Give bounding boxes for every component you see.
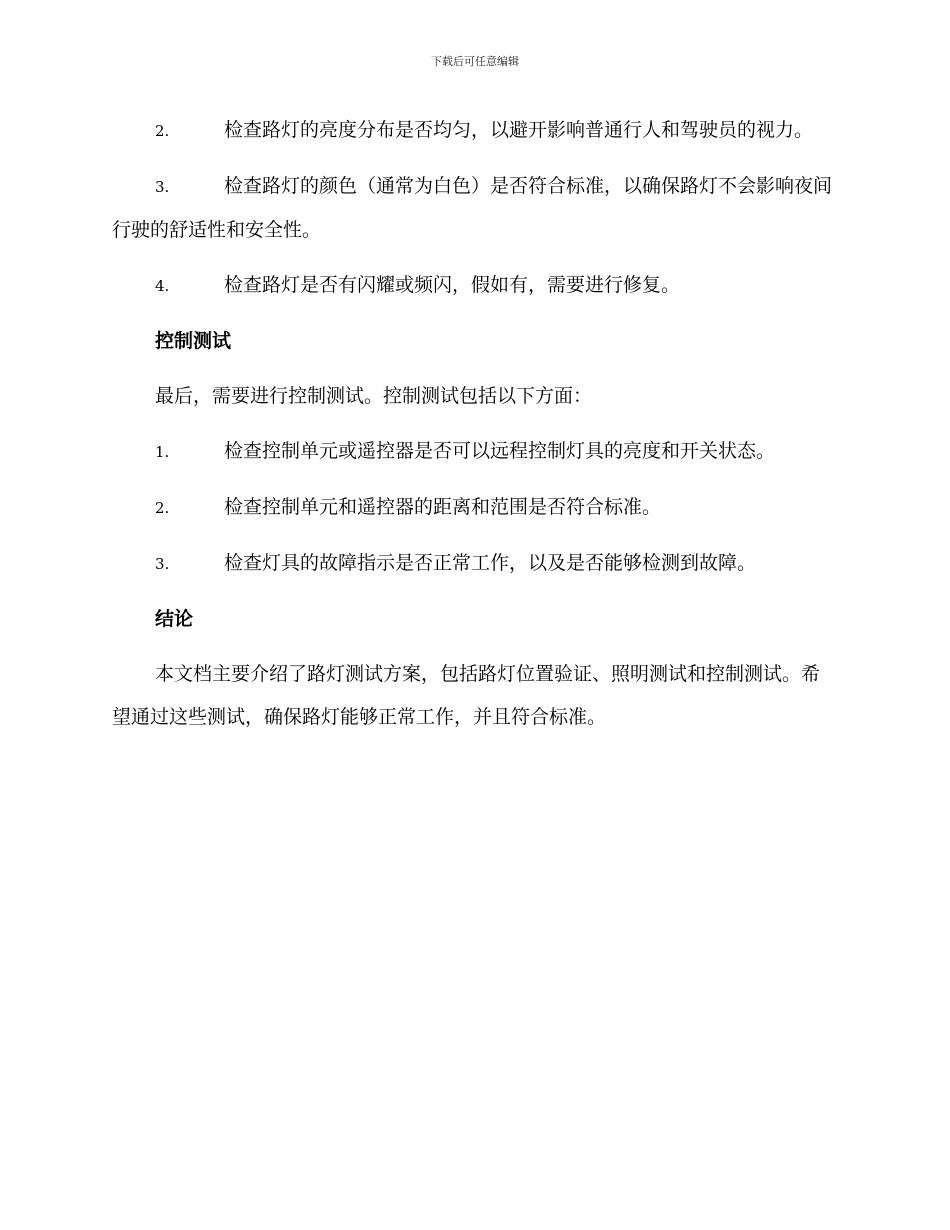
section-heading-conclusion: 结论	[155, 608, 194, 630]
list-item	[112, 542, 836, 586]
list-item	[112, 486, 836, 530]
list-text: 检查路灯的颜色（通常为白色）是否符合标准，以确保路灯不会影响夜间行驶的舒适性和安全性。	[112, 175, 833, 241]
list-item	[112, 165, 836, 252]
list-item	[112, 430, 836, 474]
conclusion-paragraph: 本文档主要介绍了路灯测试方案，包括路灯位置验证、照明测试和控制测试。希望通过这些测试，确保路灯能够正常工作，并且符合标准。	[112, 663, 821, 728]
list-number: 3.	[155, 555, 170, 573]
list-item	[112, 264, 836, 308]
list-text: 检查控制单元和遥控器的距离和范围是否符合标准。	[224, 496, 662, 518]
list-number: 1.	[155, 443, 170, 461]
control-intro-paragraph: 最后，需要进行控制测试。控制测试包括以下方面：	[155, 385, 593, 407]
list-number: 4.	[155, 277, 170, 295]
list-number: 2.	[155, 499, 170, 517]
list-text: 检查控制单元或遥控器是否可以远程控制灯具的亮度和开关状态。	[224, 440, 776, 462]
section-heading-control: 控制测试	[155, 330, 232, 352]
list-number: 2.	[155, 122, 170, 140]
list-text: 检查路灯是否有闪耀或频闪，假如有，需要进行修复。	[224, 274, 681, 296]
page-header: 下载后可任意编辑	[431, 55, 519, 68]
list-number: 3.	[155, 178, 170, 196]
list-text: 检查路灯的亮度分布是否均匀，以避开影响普通行人和驾驶员的视力。	[224, 119, 814, 141]
list-text: 检查灯具的故障指示是否正常工作，以及是否能够检测到故障。	[224, 552, 757, 574]
document-body	[112, 109, 836, 751]
list-item	[112, 109, 836, 153]
